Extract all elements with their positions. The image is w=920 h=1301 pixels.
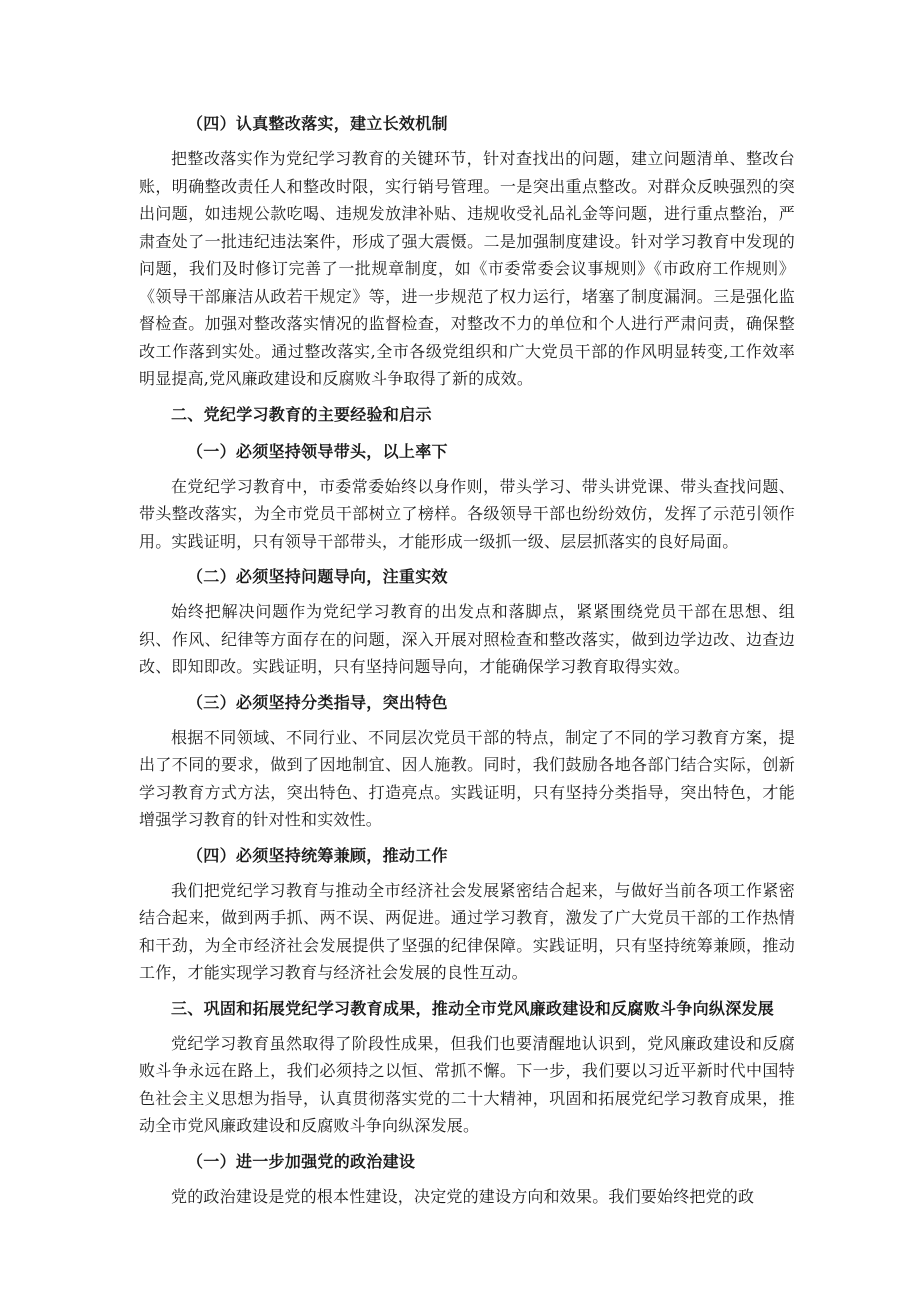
paragraph-overall-planning: 我们把党纪学习教育与推动全市经济社会发展紧密结合起来，与做好当前各项工作紧密结合起来，做到两手抓、两不误、两促进。通过学习教育，激发了广大党员干部的工作热情和干劲，为全市经济社会发展提供了坚强的纪律保障。实践证明，只有坚持统筹兼顾，推动工作，才能实现学习教育与经济社会发展的良性互动。 bbox=[139, 880, 795, 982]
subsection-heading-overall-planning: （四）必须坚持统筹兼顾，推动工作 bbox=[187, 845, 448, 865]
subsection-heading-political-construction: （一）进一步加强党的政治建设 bbox=[187, 1151, 416, 1171]
paragraph-problem-oriented: 始终把解决问题作为党纪学习教育的出发点和落脚点，紧紧围绕党员干部在思想、组织、作风、纪律等方面存在的问题，深入开展对照检查和整改落实，做到边学边改、边查边改、即知即改。实践证明，只有坚持问题导向，才能确保学习教育取得实效。 bbox=[139, 602, 795, 676]
section-heading-experience: 二、党纪学习教育的主要经验和启示 bbox=[171, 404, 432, 424]
subsection-heading-leadership: （一）必须坚持领导带头，以上率下 bbox=[187, 441, 448, 461]
document-page bbox=[139, 108, 795, 1216]
subsection-heading-classified-guidance: （三）必须坚持分类指导，突出特色 bbox=[187, 692, 448, 712]
section-heading-consolidate: 三、巩固和拓展党纪学习教育成果，推动全市党风廉政建设和反腐败斗争向纵深发展 bbox=[171, 998, 775, 1018]
subsection-heading-rectification: （四）认真整改落实，建立长效机制 bbox=[187, 114, 448, 133]
paragraph-rectification: 把整改落实作为党纪学习教育的关键环节，针对查找出的问题，建立问题清单、整改台账，明确整改责任人和整改时限，实行销号管理。一是突出重点整改。对群众反映强烈的突出问题，如违规公款吃喝、违规发放津补贴、违规收受礼品礼金等问题，进行重点整治，严肃查处了一批违纪违法案件，形成了强大震慑。二是加强制度建设。针对学习教育中发现的问题，我们及时修订完善了一批规章制度，如《市委常委会议事规则》《市政府工作规则》《领导干部廉洁从政若干规定》等，进一步规范了权力运行，堵塞了制度漏洞。三是强化监督检查。加强对整改落实情况的监督检查，对整改不力的单位和个人进行严肃问责，确保整改工作落到实处。通过整改落实,全市各级党组织和广大党员干部的作风明显转变,工作效率明显提高,党风廉政建设和反腐败斗争取得了新的成效。 bbox=[139, 149, 795, 388]
paragraph-consolidate: 党纪学习教育虽然取得了阶段性成果，但我们也要清醒地认识到，党风廉政建设和反腐败斗争永远在路上，我们必须持之以恒、常抓不懈。下一步，我们要以习近平新时代中国特色社会主义思想为指导，认真贯彻落实党的二十大精神，巩固和拓展党纪学习教育成果，推动全市党风廉政建设和反腐败斗争向纵深发展。 bbox=[139, 1033, 795, 1135]
paragraph-classified-guidance: 根据不同领域、不同行业、不同层次党员干部的特点，制定了不同的学习教育方案，提出了不同的要求，做到了因地制宜、因人施教。同时，我们鼓励各地各部门结合实际，创新学习教育方式方法，突出特色、打造亮点。实践证明，只有坚持分类指导，突出特色，才能增强学习教育的针对性和实效性。 bbox=[139, 727, 795, 829]
paragraph-leadership: 在党纪学习教育中，市委常委始终以身作则，带头学习、带头讲党课、带头查找问题、带头整改落实，为全市党员干部树立了榜样。各级领导干部也纷纷效仿，发挥了示范引领作用。实践证明，只有领导干部带头，才能形成一级抓一级、层层抓落实的良好局面。 bbox=[139, 476, 795, 551]
subsection-heading-problem-oriented: （二）必须坚持问题导向，注重实效 bbox=[187, 567, 448, 586]
paragraph-political-construction: 党的政治建设是党的根本性建设，决定党的建设方向和效果。我们要始终把党的政 bbox=[171, 1186, 755, 1206]
